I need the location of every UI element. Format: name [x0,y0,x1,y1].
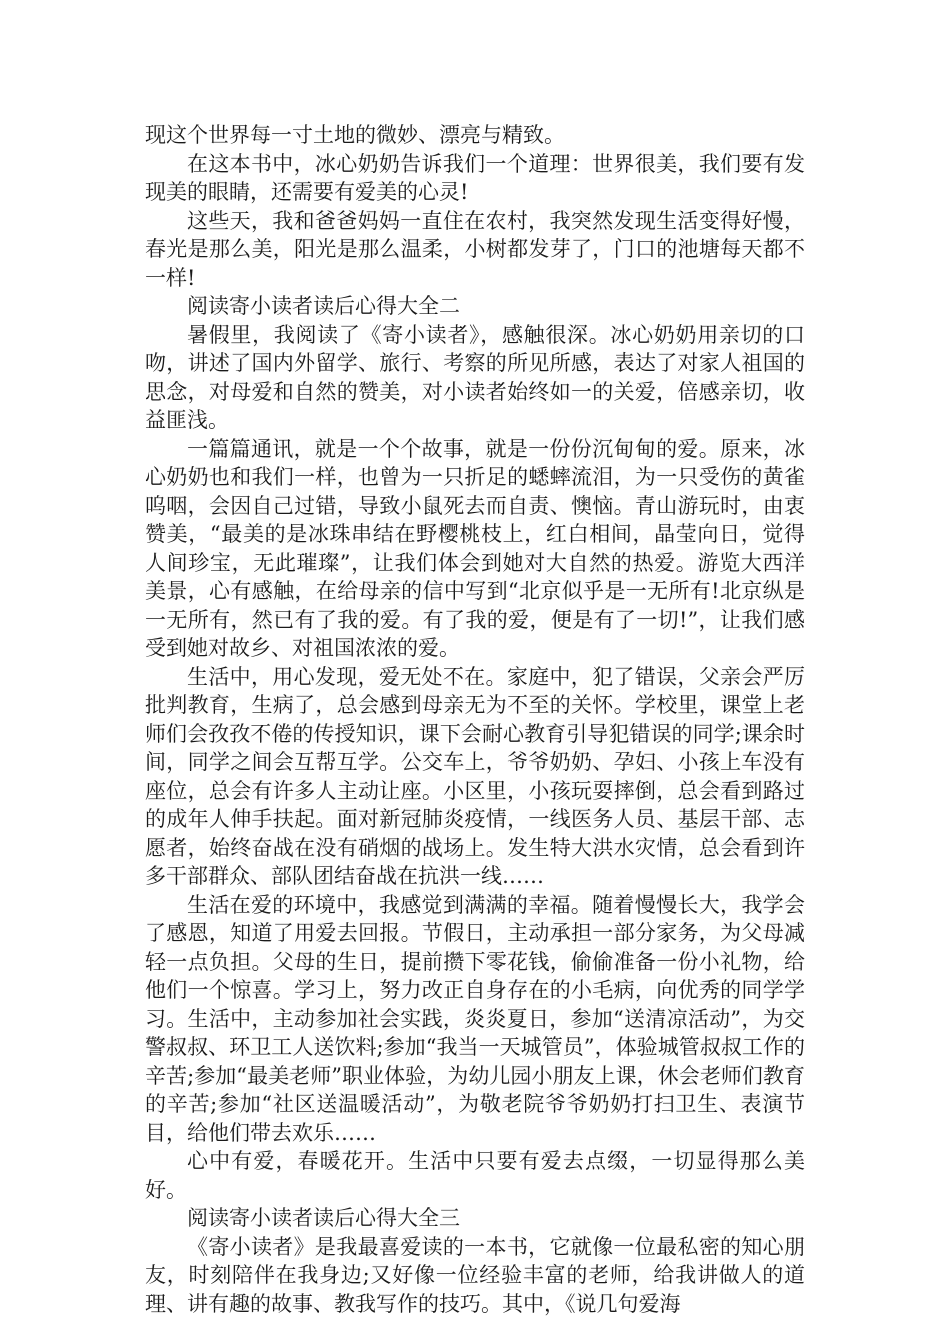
paragraph: 这些天，我和爸爸妈妈一直住在农村，我突然发现生活变得好慢，春光是那么美，阳光是那么温柔，小树都发芽了，门口的池塘每天都不一样! [145,208,805,290]
paragraph: 暑假里，我阅读了《寄小读者》，感触很深。冰心奶奶用亲切的口吻，讲述了国内外留学、旅行、考察的所见所感，表达了对家人祖国的思念，对母爱和自然的赞美，对小读者始终如一的关爱，倍感亲切，收益匪浅。 [145,322,805,432]
paragraph: 心中有爱，春暖花开。生活中只要有爱去点缀，一切显得那么美好。 [145,1149,805,1202]
paragraph: 《寄小读者》是我最喜爱读的一本书，它就像一位最私密的知心朋友，时刻陪伴在我身边;又好像一位经验丰富的老师，给我讲做人的道理、讲有趣的故事、教我写作的技巧。其中，《说几句爱海 [145,1234,805,1316]
paragraph: 生活中，用心发现，爱无处不在。家庭中，犯了错误，父亲会严厉批判教育，生病了，总会感到母亲无为不至的关怀。学校里，课堂上老师们会孜孜不倦的传授知识，课下会耐心教育引导犯错误的同学;课余时间，同学之间会互帮互学。公交车上，爷爷奶奶、孕妇、小孩上车没有座位，总会有许多人主动让座。小区里，小孩玩耍摔倒，总会看到路过的成年人伸手扶起。面对新冠肺炎疫情，一线医务人员、基层干部、志愿者，始终奋战在没有硝烟的战场上。发生特大洪水灾情，总会看到许多干部群众、部队团结奋战在抗洪一线…… [145,664,805,888]
paragraph: 一篇篇通讯，就是一个个故事，就是一份份沉甸甸的爱。原来，冰心奶奶也和我们一样，也曾为一只折足的蟋蟀流泪，为一只受伤的黄雀呜咽，会因自己过错，导致小鼠死去而自责、懊恼。青山游玩时，由衷赞美，“最美的是冰珠串结在野樱桃枝上，红白相间，晶莹向日，觉得人间珍宝，无此璀璨”，让我们体会到她对大自然的热爱。游览大西洋美景，心有感触，在给母亲的信中写到“北京似乎是一无所有!北京纵是一无所有，然已有了我的爱。有了我的爱，便是有了一切!”，让我们感受到她对故乡、对祖国浓浓的爱。 [145,436,805,660]
paragraph: 在这本书中，冰心奶奶告诉我们一个道理：世界很美，我们要有发现美的眼睛，还需要有爱美的心灵! [145,151,805,204]
section-heading: 阅读寄小读者读后心得大全三 [187,1206,460,1230]
paragraph-continuation: 现这个世界每一寸土地的微妙、漂亮与精致。 [145,123,565,147]
document-page [145,121,805,1318]
paragraph: 生活在爱的环境中，我感觉到满满的幸福。随着慢慢长大，我学会了感恩，知道了用爱去回报。节假日，主动承担一部分家务，为父母减轻一点负担。父母的生日，提前攒下零花钱，偷偷准备一份小礼物，给他们一个惊喜。学习上，努力改正自身存在的小毛病，向优秀的同学学习。生活中，主动参加社会实践，炎炎夏日，参加“送清凉活动”，为交警叔叔、环卫工人送饮料;参加“我当一天城管员”，体验城管叔叔工作的辛苦;参加“最美老师”职业体验，为幼儿园小朋友上课，休会老师们教育的辛苦;参加“社区送温暖活动”，为敬老院爷爷奶奶打扫卫生、表演节目，给他们带去欢乐…… [145,892,805,1145]
section-heading: 阅读寄小读者读后心得大全二 [187,294,460,318]
